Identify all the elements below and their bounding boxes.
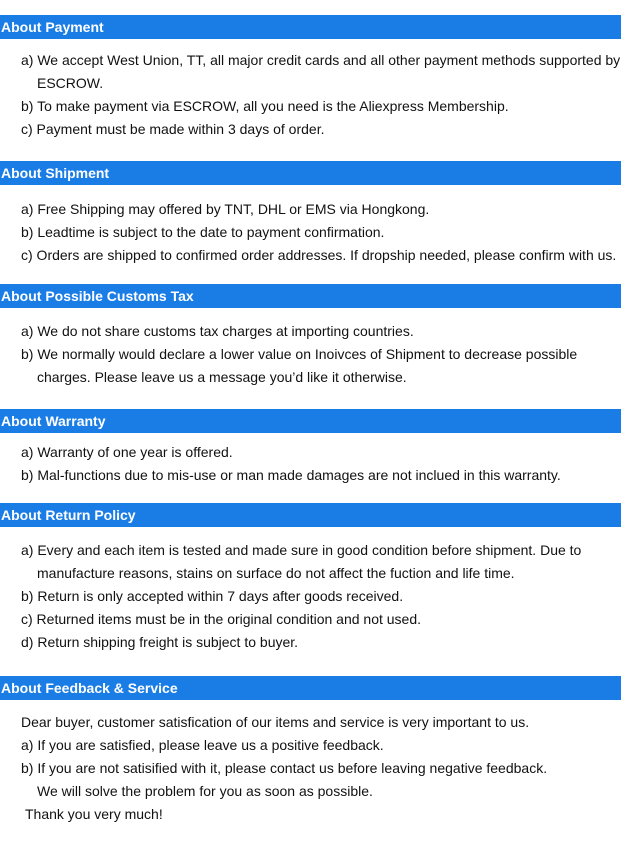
customs-line-a: a) We do not share customs tax charges at importing countries. (21, 323, 414, 339)
shipment-line-c: c) Orders are shipped to confirmed order addresses. If dropship needed, please confirm with us. (21, 247, 617, 263)
return-policy-body (0, 539, 627, 654)
return-policy-section (0, 503, 627, 527)
shipment-line-a: a) Free Shipping may offered by TNT, DHL or EMS via Hongkong. (21, 201, 430, 217)
customs-header: About Possible Customs Tax (0, 284, 621, 308)
warranty-section (0, 409, 627, 433)
shipment-line-b: b) Leadtime is subject to the date to payment confirmation. (21, 224, 385, 240)
feedback-intro: Dear buyer, customer satisfication of our items and service is very important to us. (21, 714, 530, 730)
warranty-body (0, 441, 627, 487)
return-line-a-cont: manufacture reasons, stains on surface do not affect the fuction and life time. (37, 565, 515, 581)
feedback-header: About Feedback & Service (0, 676, 621, 700)
return-line-a: a) Every and each item is tested and made sure in good condition before shipment. Due to (21, 542, 582, 558)
customs-line-b: b) We normally would declare a lower value on Inoivces of Shipment to decrease possible (21, 346, 578, 362)
shipment-section (0, 161, 627, 185)
payment-header: About Payment (0, 15, 621, 39)
payment-section (0, 15, 627, 39)
customs-line-b-cont: charges. Please leave us a message you’d like it otherwise. (37, 369, 407, 385)
warranty-line-a: a) Warranty of one year is offered. (21, 444, 233, 460)
return-policy-header: About Return Policy (0, 503, 621, 527)
payment-line-a: a) We accept West Union, TT, all major credit cards and all other payment methods supported by (21, 52, 621, 68)
feedback-line-b: b) If you are not satisified with it, please contact us before leaving negative feedback. (21, 760, 548, 776)
customs-section (0, 284, 627, 308)
return-line-c: c) Returned items must be in the original condition and not used. (21, 611, 422, 627)
payment-line-b: b) To make payment via ESCROW, all you need is the Aliexpress Membership. (21, 98, 509, 114)
payment-line-c: c) Payment must be made within 3 days of order. (21, 121, 325, 137)
shipment-header: About Shipment (0, 161, 621, 185)
feedback-body (0, 711, 627, 826)
feedback-thanks: Thank you very much! (25, 806, 163, 822)
feedback-line-b-cont: We will solve the problem for you as soon as possible. (37, 783, 373, 799)
warranty-line-b: b) Mal-functions due to mis-use or man made damages are not inclued in this warranty. (21, 467, 561, 483)
return-line-b: b) Return is only accepted within 7 days after goods received. (21, 588, 404, 604)
feedback-line-a: a) If you are satisfied, please leave us a positive feedback. (21, 737, 384, 753)
return-line-d: d) Return shipping freight is subject to buyer. (21, 634, 299, 650)
feedback-section (0, 676, 627, 700)
payment-line-a-cont: ESCROW. (37, 75, 104, 91)
customs-body (0, 320, 627, 389)
payment-body (0, 49, 627, 141)
warranty-header: About Warranty (0, 409, 621, 433)
shipment-body (0, 198, 627, 267)
